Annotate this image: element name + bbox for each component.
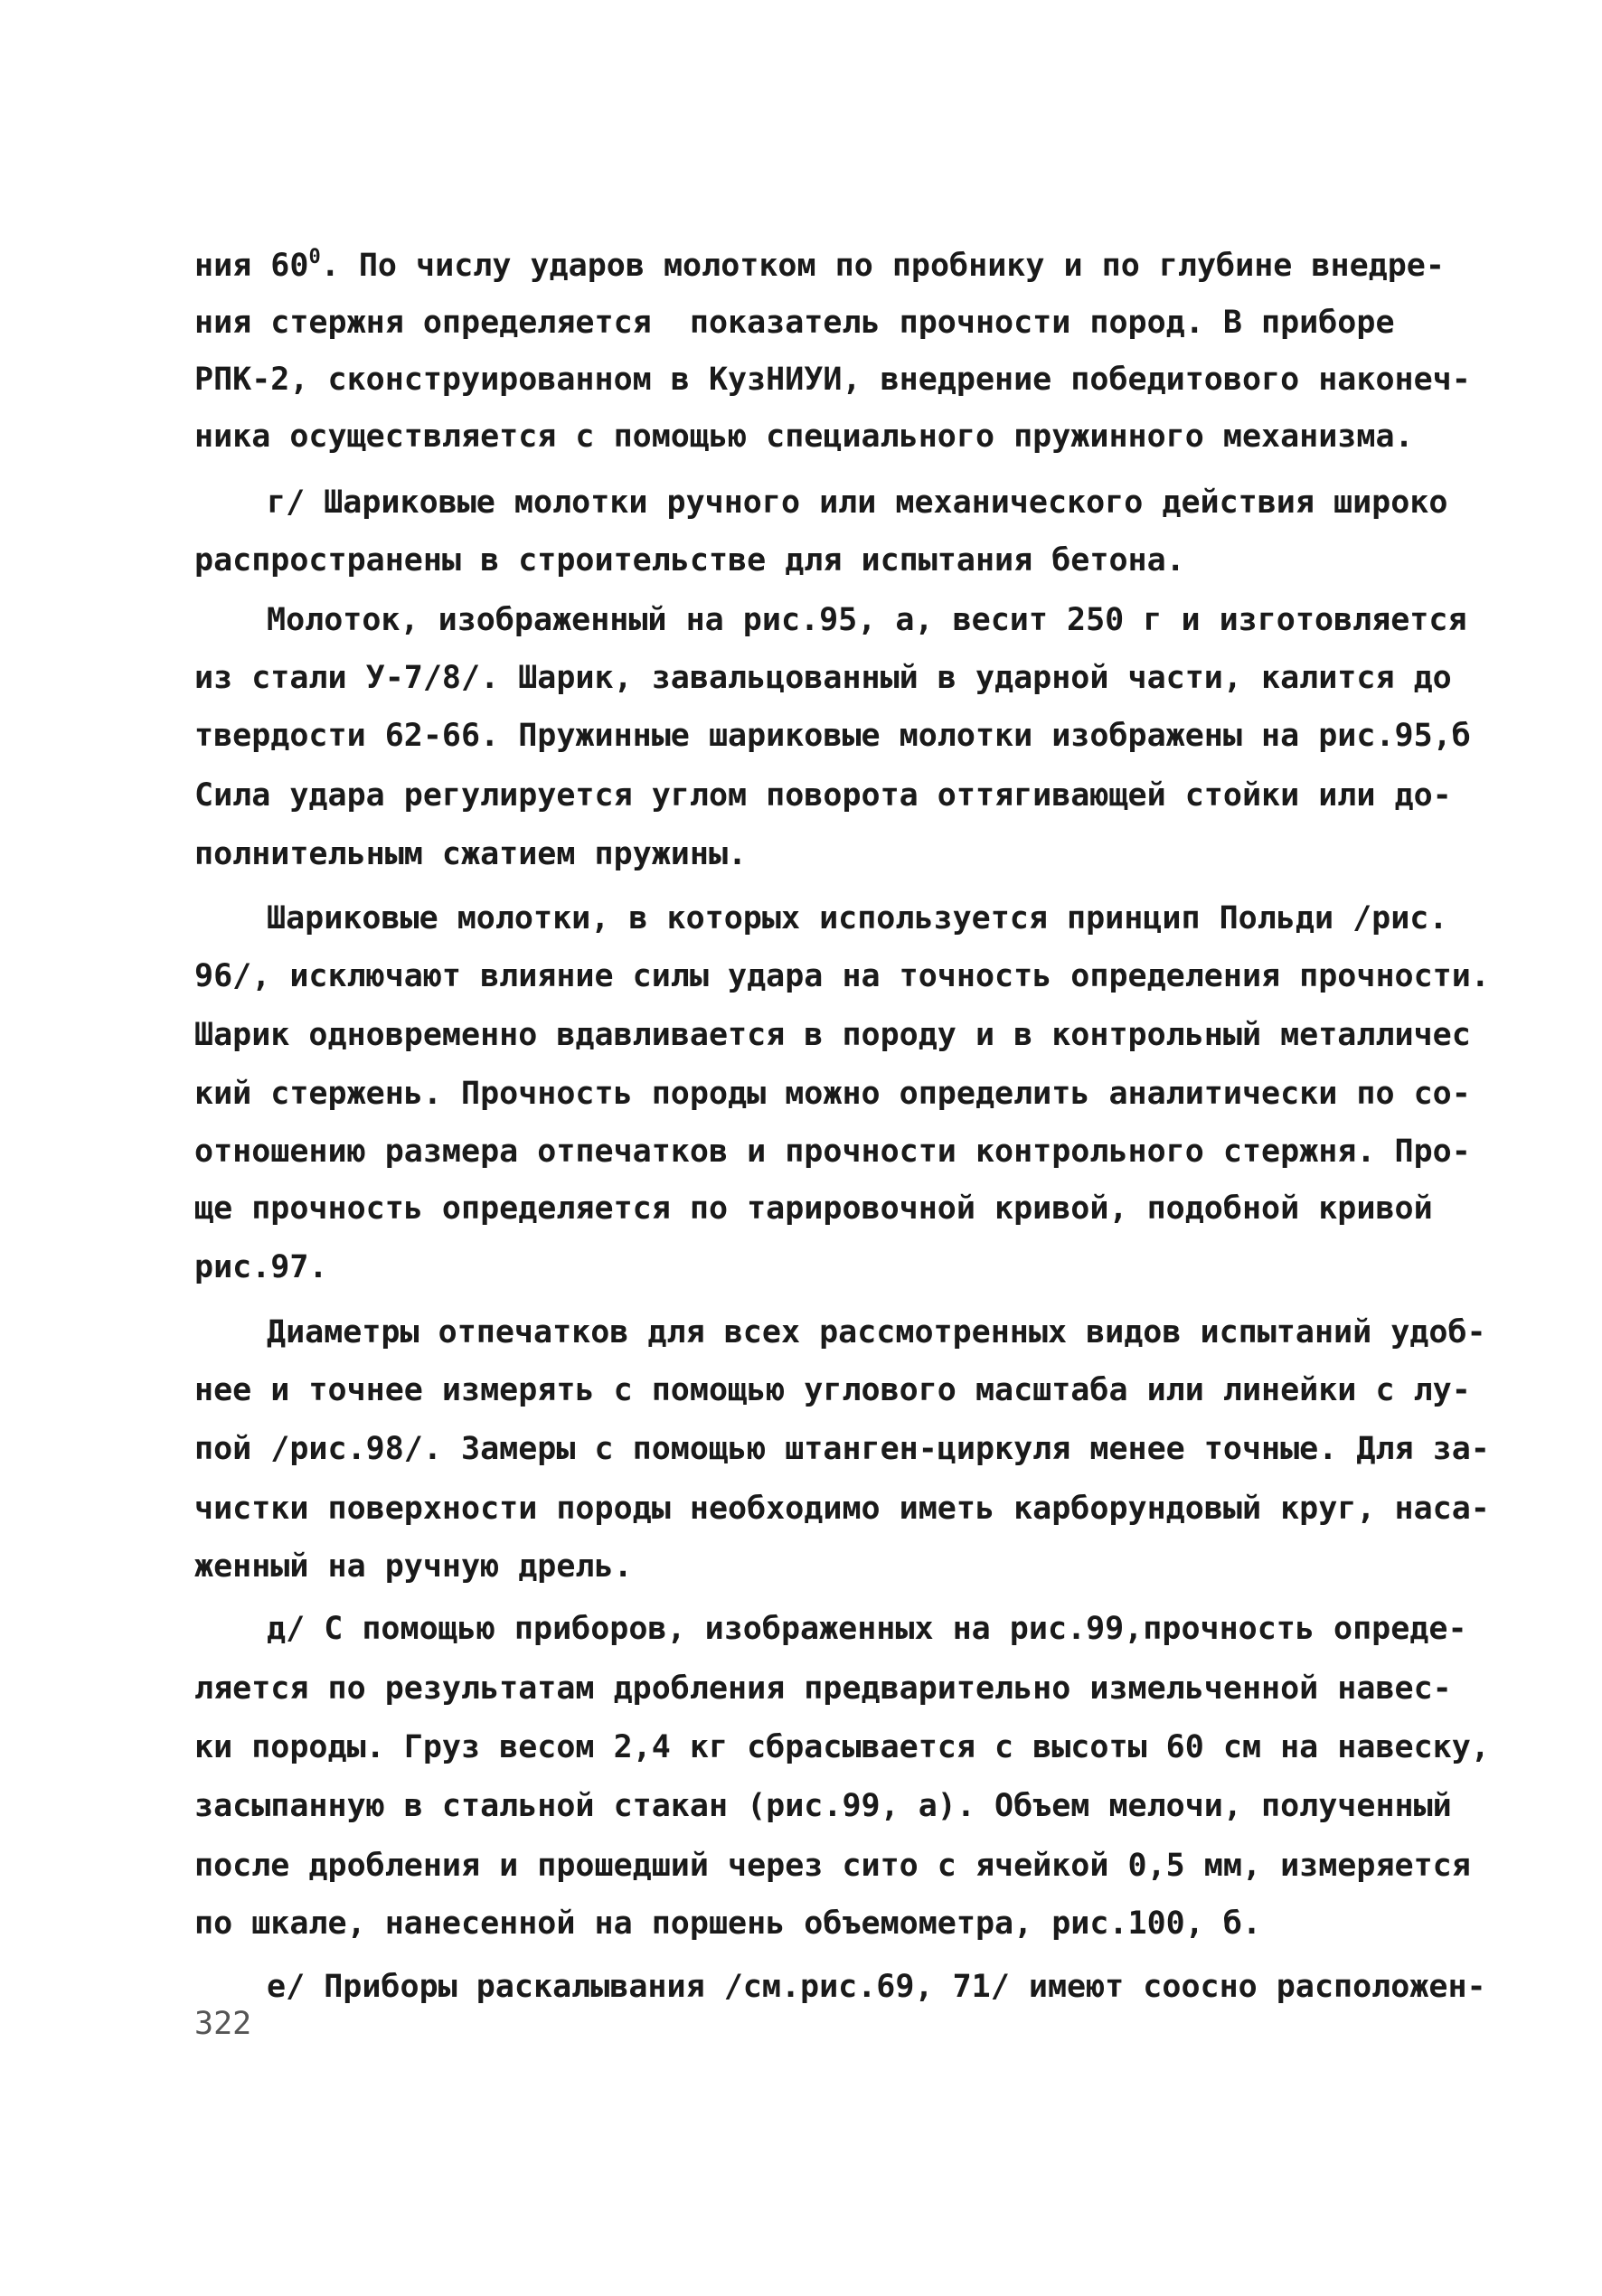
text-line-13: 96/, исключают влияние силы удара на точность определения прочности. — [194, 958, 1490, 994]
text-line-19: Диаметры отпечатков для всех рассмотренных видов испытаний удоб- — [267, 1314, 1486, 1350]
text-line-29: по шкале, нанесенной на поршень объемометра, рис.100, б. — [194, 1905, 1262, 1942]
text-line-24: д/ С помощью приборов, изображенных на рис.99,прочность опреде- — [267, 1611, 1467, 1647]
text-line-15: кий стержень. Прочность породы можно определить аналитически по со- — [194, 1076, 1471, 1112]
text-line-14: Шарик одновременно вдавливается в породу и в контрольный металличес — [194, 1017, 1471, 1053]
text-line-16: отношению размера отпечатков и прочности контрольного стержня. Про- — [194, 1134, 1471, 1170]
text-line-6: распространены в строительстве для испытания бетона. — [194, 542, 1185, 579]
text-line-10: Сила удара регулируется углом поворота оттягивающей стойки или до- — [194, 777, 1452, 814]
degree-superscript: 0 — [308, 246, 321, 268]
text-line-8: из стали У-7/8/. Шарик, завальцованный в ударной части, калится до — [194, 660, 1452, 696]
text-line-5: г/ Шариковые молотки ручного или механического действия широко — [267, 485, 1448, 521]
text-line-1-rest: . По числу ударов молотком по пробнику и по глубине внедре- — [320, 248, 1445, 284]
text-line-3: РПК-2, сконструированном в КузНИУИ, внедрение победитового наконеч- — [194, 362, 1471, 398]
text-line-30: е/ Приборы раскалывания /см.рис.69, 71/ имеют соосно расположен- — [267, 1969, 1486, 2005]
text-line-26: ки породы. Груз весом 2,4 кг сбрасывается с высоты 60 см на навеску, — [194, 1729, 1490, 1765]
text-line-4: ника осуществляется с помощью специального пружинного механизма. — [194, 419, 1414, 455]
text-line-25: ляется по результатам дробления предварительно измельченной навес- — [194, 1670, 1452, 1707]
text-line-11: полнительным сжатием пружины. — [194, 836, 748, 872]
text-line-28: после дробления и прошедший через сито с ячейкой 0,5 мм, измеряется — [194, 1848, 1471, 1884]
text-line-17: ще прочность определяется по тарировочной кривой, подобной кривой — [194, 1190, 1433, 1227]
text-line-20: нее и точнее измерять с помощью углового масштаба или линейки с лу- — [194, 1372, 1471, 1408]
text-line-23: женный на ручную дрель. — [194, 1548, 633, 1585]
text-line-7: Молоток, изображенный на рис.95, а, весит 250 г и изготовляется — [267, 602, 1467, 638]
text-line-2: ния стержня определяется показатель прочности пород. В приборе — [194, 305, 1395, 341]
text-line-22: чистки поверхности породы необходимо иметь карборундовый круг, наса- — [194, 1491, 1490, 1527]
text-line-12: Шариковые молотки, в которых используется принцип Польди /рис. — [267, 900, 1448, 936]
page-number: 322 — [194, 2006, 252, 2042]
text-line-1 — [194, 246, 1445, 284]
text-line-21: пой /рис.98/. Замеры с помощью штанген-циркуля менее точные. Для за- — [194, 1431, 1490, 1467]
text-line-27: засыпанную в стальной стакан (рис.99, а). Объем мелочи, полученный — [194, 1788, 1452, 1824]
text-line-9: твердости 62-66. Пружинные шариковые молотки изображены на рис.95,б — [194, 718, 1471, 754]
text-line-18: рис.97. — [194, 1249, 328, 1285]
text-line-1-start: ния 60 — [194, 248, 309, 284]
